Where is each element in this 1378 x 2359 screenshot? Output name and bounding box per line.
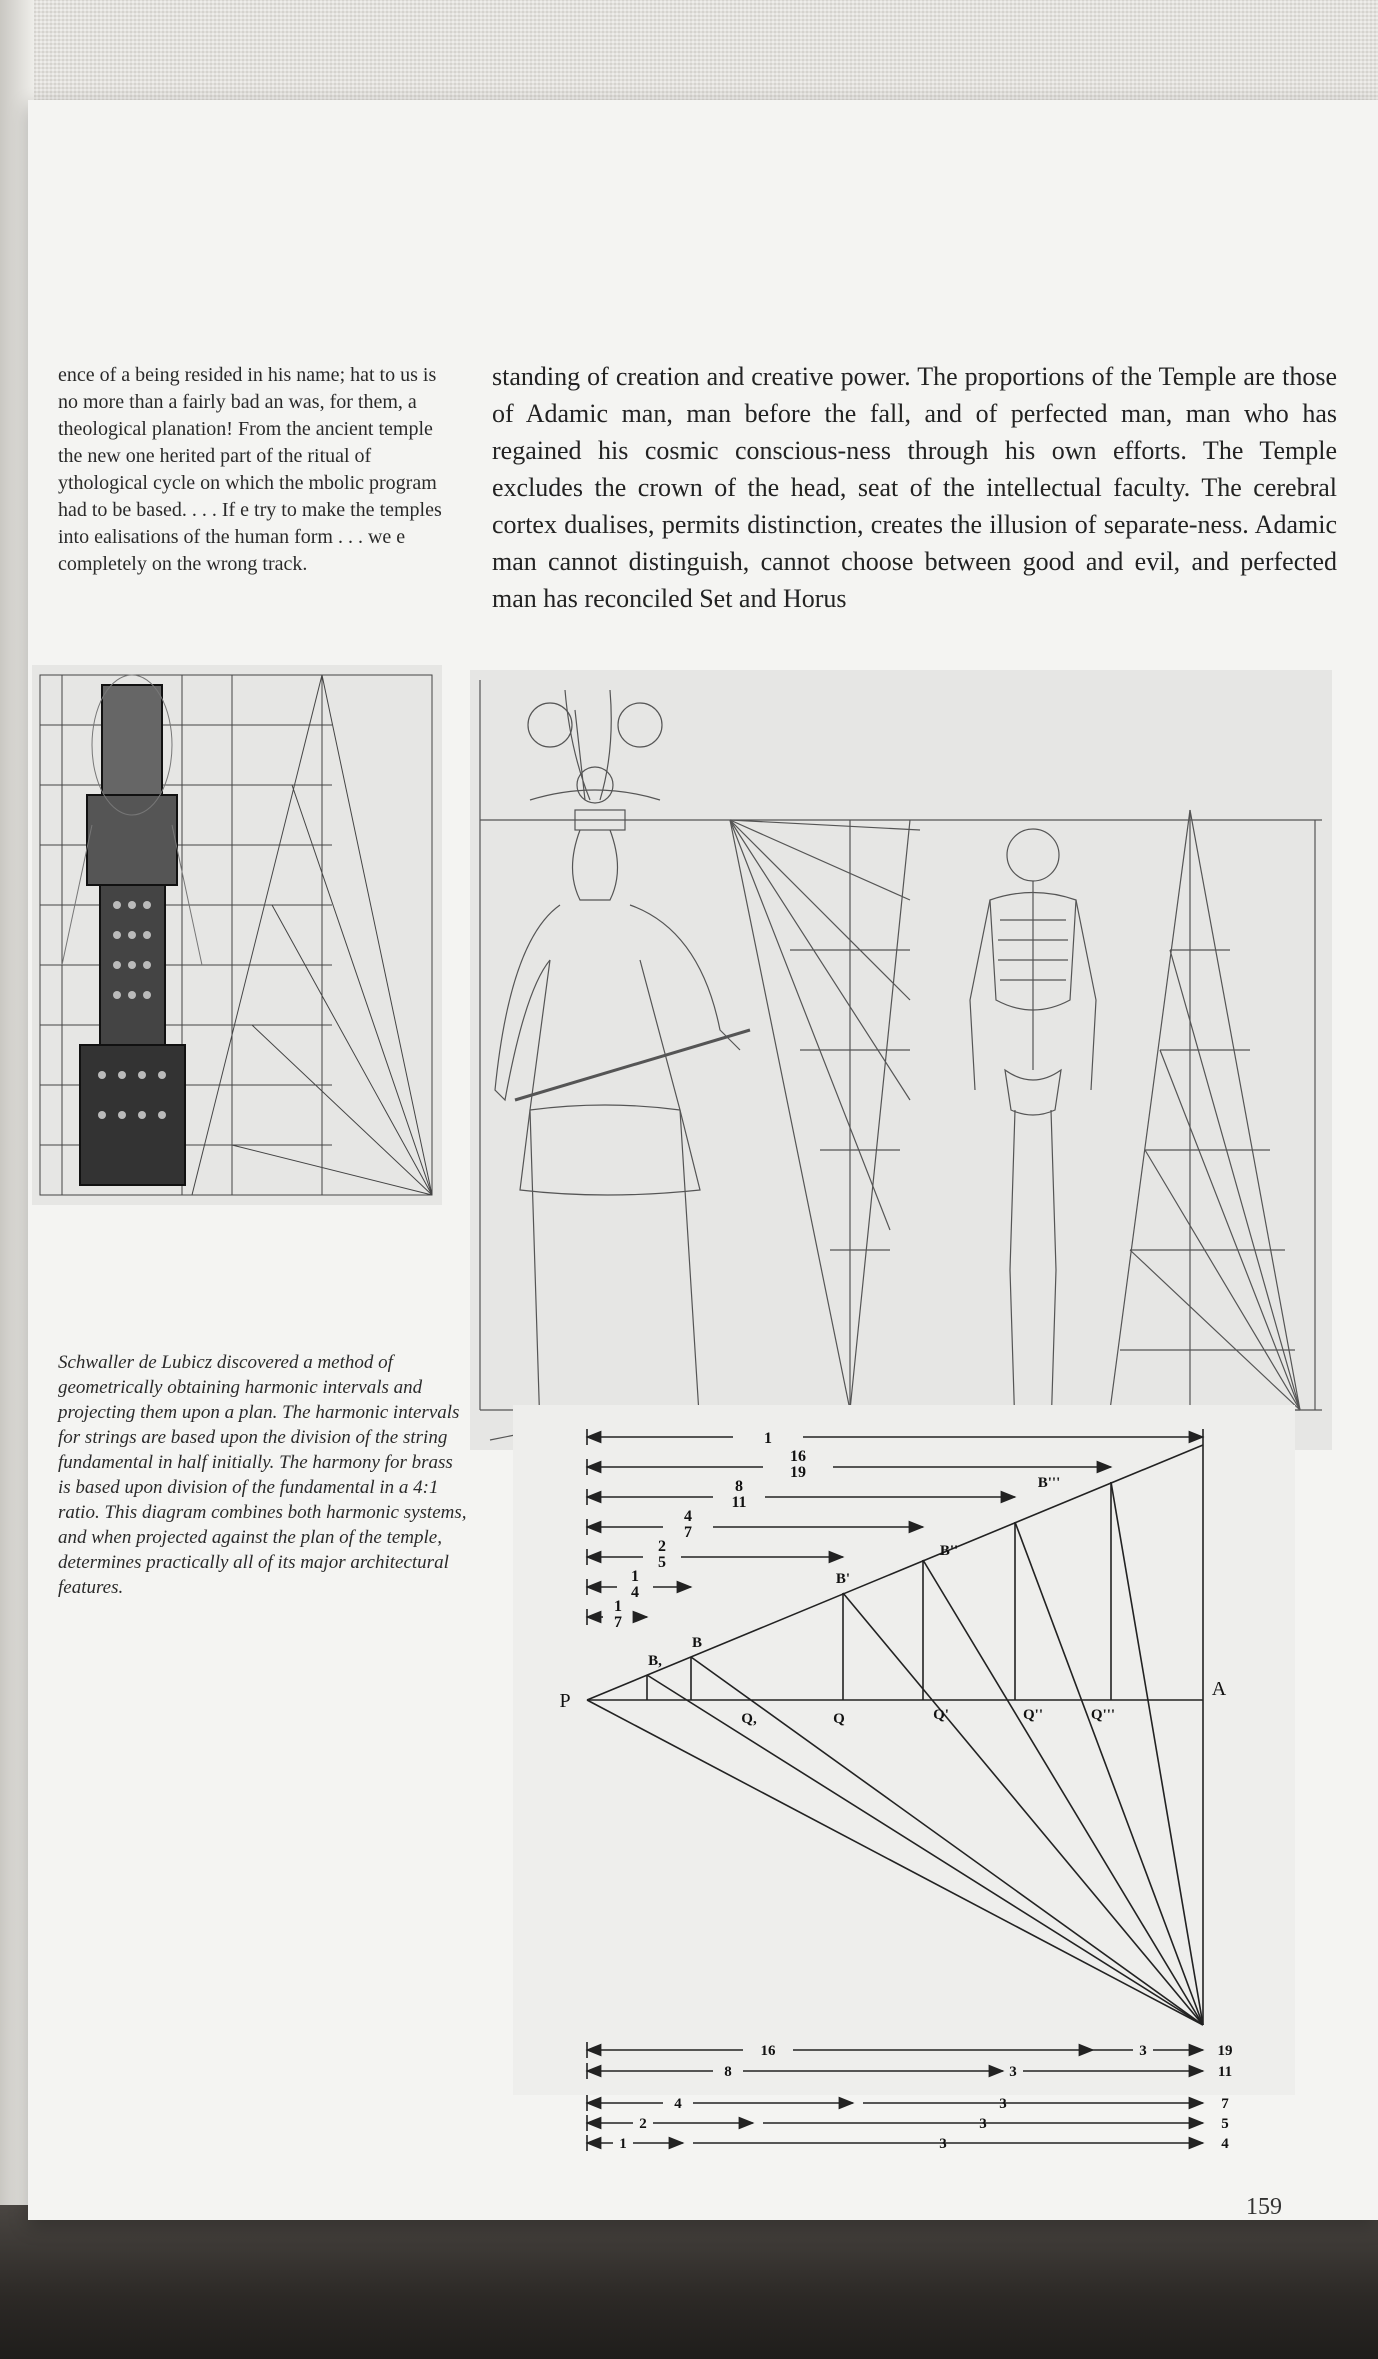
b-label-4: B''' <box>1037 1475 1061 1491</box>
fraction-den-4-7: 7 <box>684 1524 692 1541</box>
bottom-row-2-end: 7 <box>1221 2096 1229 2112</box>
bottom-row-3-left: 2 <box>639 2116 647 2132</box>
b-label-0: B, <box>648 1653 662 1669</box>
bottom-row-1-left: 8 <box>724 2064 732 2080</box>
main-body-paragraph: standing of creation and creative power. The proportions of the Temple are those of Adamic man, man before the fall, and of perfected man, man who has regained his cosmic conscious-ness through his own efforts. The Temple excludes the crown of the head, seat of the intellectual faculty. The cerebral cortex dualises, permits distinction, creates the illusion of separate-ness. Adamic man cannot distinguish, cannot choose between good and evil, and perfected man has reconciled Set and Horus <box>492 362 1337 613</box>
fraction-den-16-19: 19 <box>790 1464 806 1481</box>
bottom-row-0-right: 3 <box>1139 2043 1147 2059</box>
page-number: 159 <box>1246 2194 1282 2220</box>
book-shadow <box>0 2205 1378 2359</box>
harmonic-diagram-panel <box>513 1405 1295 2095</box>
side-quote-paragraph: ence of a being resided in his name; hat to us is no more than a fairly bad an was, for them, a theological planation! From the ancient temple the new one herited part of the ritual of ythological cycle on which the mbolic program had to be based. . . . If e try to make the temples into ealisations of the human form . . . we e completely on the wrong track. <box>58 364 442 575</box>
fraction-num-1-7: 1 <box>614 1598 622 1615</box>
fraction-den-1-7: 7 <box>614 1614 622 1631</box>
q-label-4: Q''' <box>1090 1707 1116 1723</box>
bottom-row-3-right: 3 <box>979 2116 987 2132</box>
fraction-num-2-5: 2 <box>658 1538 666 1555</box>
fraction-den-1-4: 4 <box>631 1584 639 1601</box>
book-page <box>28 100 1378 2220</box>
q-label-3: Q'' <box>1022 1707 1044 1723</box>
bottom-row-1-right: 3 <box>1009 2064 1017 2080</box>
bottom-rows-extra <box>513 2095 1295 2155</box>
fraction-num-4-7: 4 <box>684 1508 692 1525</box>
bottom-row-3-end: 5 <box>1221 2116 1229 2132</box>
bottom-row-0-left: 16 <box>760 2043 776 2059</box>
fraction-label-1: 1 <box>764 1430 772 1447</box>
harmonic-diagram <box>513 1405 1295 2095</box>
bottom-row-0-end: 19 <box>1217 2043 1233 2059</box>
side-quote-text <box>58 362 460 578</box>
figure-and-skeleton-illustration <box>470 670 1332 1450</box>
temple-plan-illustration <box>32 665 442 1205</box>
q-label-2: Q' <box>933 1707 949 1723</box>
bottom-row-2-left: 4 <box>674 2096 682 2112</box>
proportion-drawing <box>470 670 1332 1450</box>
b-label-2: B' <box>835 1571 851 1587</box>
q-label-1: Q <box>833 1711 845 1727</box>
b-label-1: B <box>691 1635 703 1651</box>
bottom-row-4-end: 4 <box>1221 2136 1229 2152</box>
bottom-row-4-right: 3 <box>939 2136 947 2152</box>
fraction-num-8-11: 8 <box>735 1478 743 1495</box>
fraction-num-1-4: 1 <box>631 1568 639 1585</box>
bottom-row-1-end: 11 <box>1217 2064 1233 2080</box>
point-p-label: P <box>559 1690 571 1712</box>
fraction-den-8-11: 11 <box>731 1494 747 1511</box>
bottom-row-4-left: 1 <box>619 2136 627 2152</box>
b-label-3: B'' <box>939 1543 959 1559</box>
point-a-label: A <box>1211 1678 1227 1700</box>
fraction-num-16-19: 16 <box>790 1448 806 1465</box>
bottom-row-2-right: 3 <box>999 2096 1007 2112</box>
figure-caption <box>58 1350 470 1600</box>
caption-text: Schwaller de Lubicz discovered a method of geometrically obtaining harmonic intervals and projecting them upon a plan. The harmonic intervals for strings are based upon the division of the string fundamental in half initially. The harmony for brass is based upon division of the fundamental in a 4:1 ratio. This diagram combines both harmonic systems, and when projected against the plan of the temple, determines practically all of its major architectural features. <box>58 1352 467 1598</box>
bottom-rows-svg <box>513 2095 1295 2155</box>
q-label-0: Q, <box>741 1711 757 1727</box>
main-body-text <box>492 358 1337 617</box>
fraction-den-2-5: 5 <box>658 1554 666 1571</box>
temple-plan-figure <box>32 665 442 1205</box>
